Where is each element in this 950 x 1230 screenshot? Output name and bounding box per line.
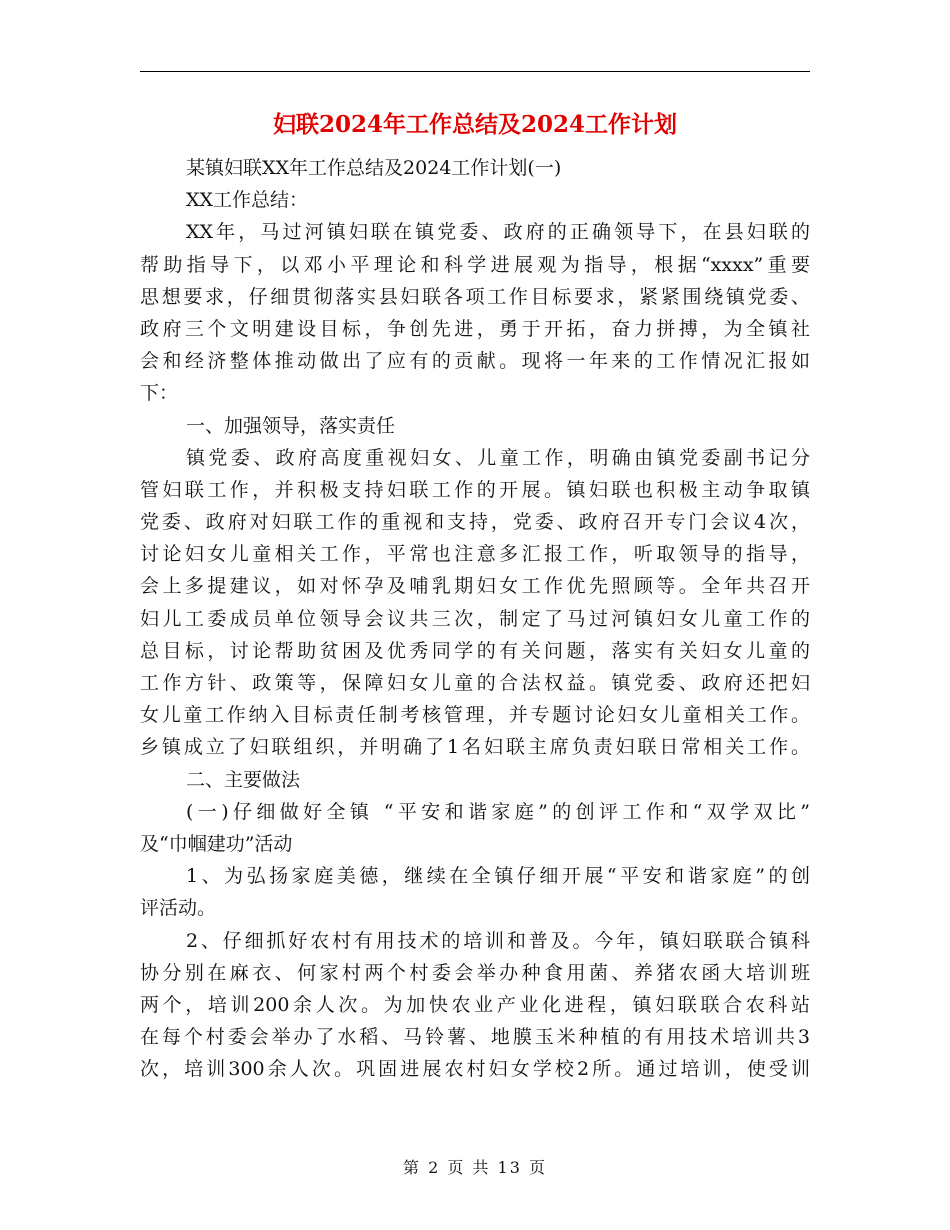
text-line: 讨论妇女儿童相关工作，平常也注意多汇报工作，听取领导的指导， <box>140 543 810 566</box>
page-number-footer: 第 2 页 共 13 页 <box>403 1158 547 1177</box>
text-line: 妇儿工委成员单位领导会议共三次，制定了马过河镇妇女儿童工作的 <box>140 607 810 630</box>
text-line: 两个，培训200余人次。为加快农业产业化进程，镇妇联联合农科站 <box>140 993 810 1016</box>
text-line: 思想要求，仔细贯彻落实县妇联各项工作目标要求，紧紧围绕镇党委、 <box>140 285 810 308</box>
text-line: 评活动。 <box>140 897 217 920</box>
text-line: XX工作总结： <box>186 189 309 212</box>
header-rule <box>140 71 810 72</box>
text-line: 女儿童工作纳入目标责任制考核管理，并专题讨论妇女儿童相关工作。 <box>140 704 810 727</box>
document-body <box>140 152 810 1085</box>
text-line: 一、加强领导，落实责任 <box>186 414 396 437</box>
text-line: 乡镇成立了妇联组织，并明确了1名妇联主席负责妇联日常相关工作。 <box>140 736 810 759</box>
text-line: 政府三个文明建设目标，争创先进，勇于开拓，奋力拼搏，为全镇社 <box>140 317 810 340</box>
text-line: 会上多提建议，如对怀孕及哺乳期妇女工作优先照顾等。全年共召开 <box>140 575 810 598</box>
text-line: 管妇联工作，并积极支持妇联工作的开展。镇妇联也积极主动争取镇 <box>140 478 810 501</box>
text-line: 党委、政府对妇联工作的重视和支持，党委、政府召开专门会议4次， <box>140 511 810 534</box>
text-line: 工作方针、政策等，保障妇女儿童的合法权益。镇党委、政府还把妇 <box>140 672 810 694</box>
text-line: (一)仔细做好全镇 “平安和谐家庭”的创评工作和“双学双比” <box>186 800 810 823</box>
text-line: 下： <box>140 382 179 405</box>
text-line: 镇党委、政府高度重视妇女、儿童工作，明确由镇党委副书记分 <box>186 446 810 469</box>
text-line: 及“巾帼建功”活动 <box>140 832 293 855</box>
text-line: XX年，马过河镇妇联在镇党委、政府的正确领导下，在县妇联的 <box>186 221 810 244</box>
text-line: 总目标，讨论帮助贫困及优秀同学的有关问题，落实有关妇女儿童的 <box>140 639 810 662</box>
text-line: 2、仔细抓好农村有用技术的培训和普及。今年，镇妇联联合镇科 <box>186 929 810 952</box>
text-line: 会和经济整体推动做出了应有的贡献。现将一年来的工作情况汇报如 <box>140 350 810 373</box>
text-line: 1、为弘扬家庭美德，继续在全镇仔细开展“平安和谐家庭”的创 <box>186 865 810 888</box>
text-line: 在每个村委会举办了水稻、马铃薯、地膜玉米种植的有用技术培训共3 <box>140 1026 810 1049</box>
document-title: 妇联2024年工作总结及2024工作计划 <box>272 111 678 138</box>
text-line: 某镇妇联XX年工作总结及2024工作计划(一) <box>186 157 562 179</box>
text-line: 次，培训300余人次。巩固进展农村妇女学校2所。通过培训，使受训 <box>140 1058 810 1081</box>
text-line: 二、主要做法 <box>186 768 301 791</box>
text-line: 帮助指导下，以邓小平理论和科学进展观为指导，根据“xxxx”重要 <box>140 253 810 276</box>
text-line: 协分别在麻衣、何家村两个村委会举办种食用菌、养猪农函大培训班 <box>140 961 810 984</box>
